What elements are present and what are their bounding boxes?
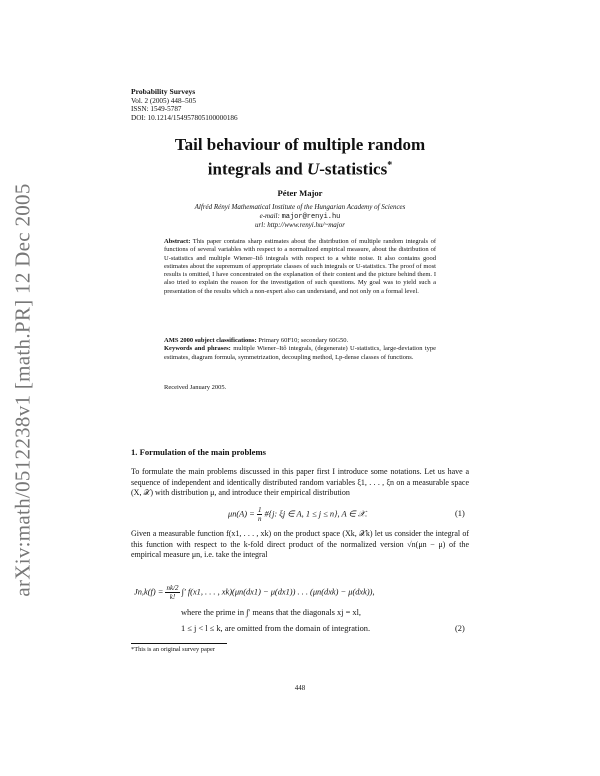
institute: Alfréd Rényi Mathematical Institute of the Hungarian Academy of Sciences [194,203,406,211]
title-line-1: Tail behaviour of multiple random [174,135,426,154]
equation-1-number: (1) [455,509,465,518]
affiliation [0,203,600,230]
arxiv-id: arXiv:math/0512238v1 [math.PR] 12 Dec 2005 [10,183,35,597]
equation-2-number: (2) [455,624,465,633]
footnote: *This is an original survey paper [131,646,215,653]
paragraph-2: Given a measurable function f(x1, . . . , xk) on the product space (Xk, 𝒳k) let us consider the integral of this function with respect to the k-fold direct product of the normalized version √n(μn − μ) of the empirical measure μn, i.e. take the integral [131,529,469,560]
keywords-text: multiple Wiener–Itô integrals, (degenerate) U-statistics, large-deviation type estimates, diagram formula, symmetrization, decoupling method, Lp-dense classes of functions. [164,345,437,361]
keywords-block [164,337,436,362]
received-date: Received January 2005. [164,384,227,391]
abstract-label: Abstract: [164,238,191,245]
author-name: Péter Major [277,188,323,198]
abstract-text: This paper contains sharp estimates about the distribution of multiple random integrals of functions of several variables with respect to a normalized empirical measure, about the distribution of U-statistics and multiple Wiener–Itô integrals with respect to a white noise. It also contains good estimates about the supremum of appropriate classes of such integrals or U-statistics. The proof of most results is omitted, I have concentrated on the explanation of their content and the picture behind them. I also tried to explain the reason for the investigation of such questions. My goal was to yield such a presentation of the results which a non-expert also can understand, and not only on a formal level. [164,238,436,295]
paragraph-1: To formulate the main problems discussed in this paper first I introduce some notations. Let us have a sequence of independent and identically distributed random variables ξ1, . . . , ξn on a measurable space (X, 𝒳) with distribution μ, and introduce their empirical distribution [131,467,469,498]
paper-title [0,134,600,180]
title-footnote-mark: * [387,160,393,171]
email-line: e-mail: major@renyi.hu [259,211,341,221]
equation-2: Jn,k(f) = $\frac{nk/2}{k!}$ ∫′ f(x1, . . . , xk)(μn(dx1) − μ(dx1)) . . . (μn(dxk) − μ(dxk)), [134,584,375,601]
abstract [164,238,436,296]
email-link[interactable]: major@renyi.hu [281,212,341,221]
page-number: 448 [294,684,306,692]
journal-volume: Vol. 2 (2005) 448–505 [131,96,196,105]
journal-info [131,88,238,122]
journal-doi: DOI: 10.1214/154957805100000186 [131,113,238,122]
footnote-rule [131,643,227,644]
equation-2-line-2: where the prime in ∫′ means that the diagonals xj = xl, [181,608,362,617]
equation-1: μn(A) = $\frac{1}{n}$ #{j: ξj ∈ A, 1 ≤ j ≤ n}, A ∈ 𝒳. [228,506,368,523]
equation-2-line-3: 1 ≤ j < l ≤ k, are omitted from the domain of integration. [181,624,371,633]
url-link[interactable]: url: http://www.renyi.hu/~major [255,221,345,230]
ams-label: AMS 2000 subject classifications: [164,337,257,344]
ams-text: Primary 60F10; secondary 60G50. [258,337,349,344]
journal-name: Probability Surveys [131,87,196,96]
title-line-2: integrals and U-statistics* [207,159,393,179]
keywords-label: Keywords and phrases: [164,345,231,353]
journal-issn: ISSN: 1549-5787 [131,105,182,114]
section-heading: 1. Formulation of the main problems [131,447,266,457]
